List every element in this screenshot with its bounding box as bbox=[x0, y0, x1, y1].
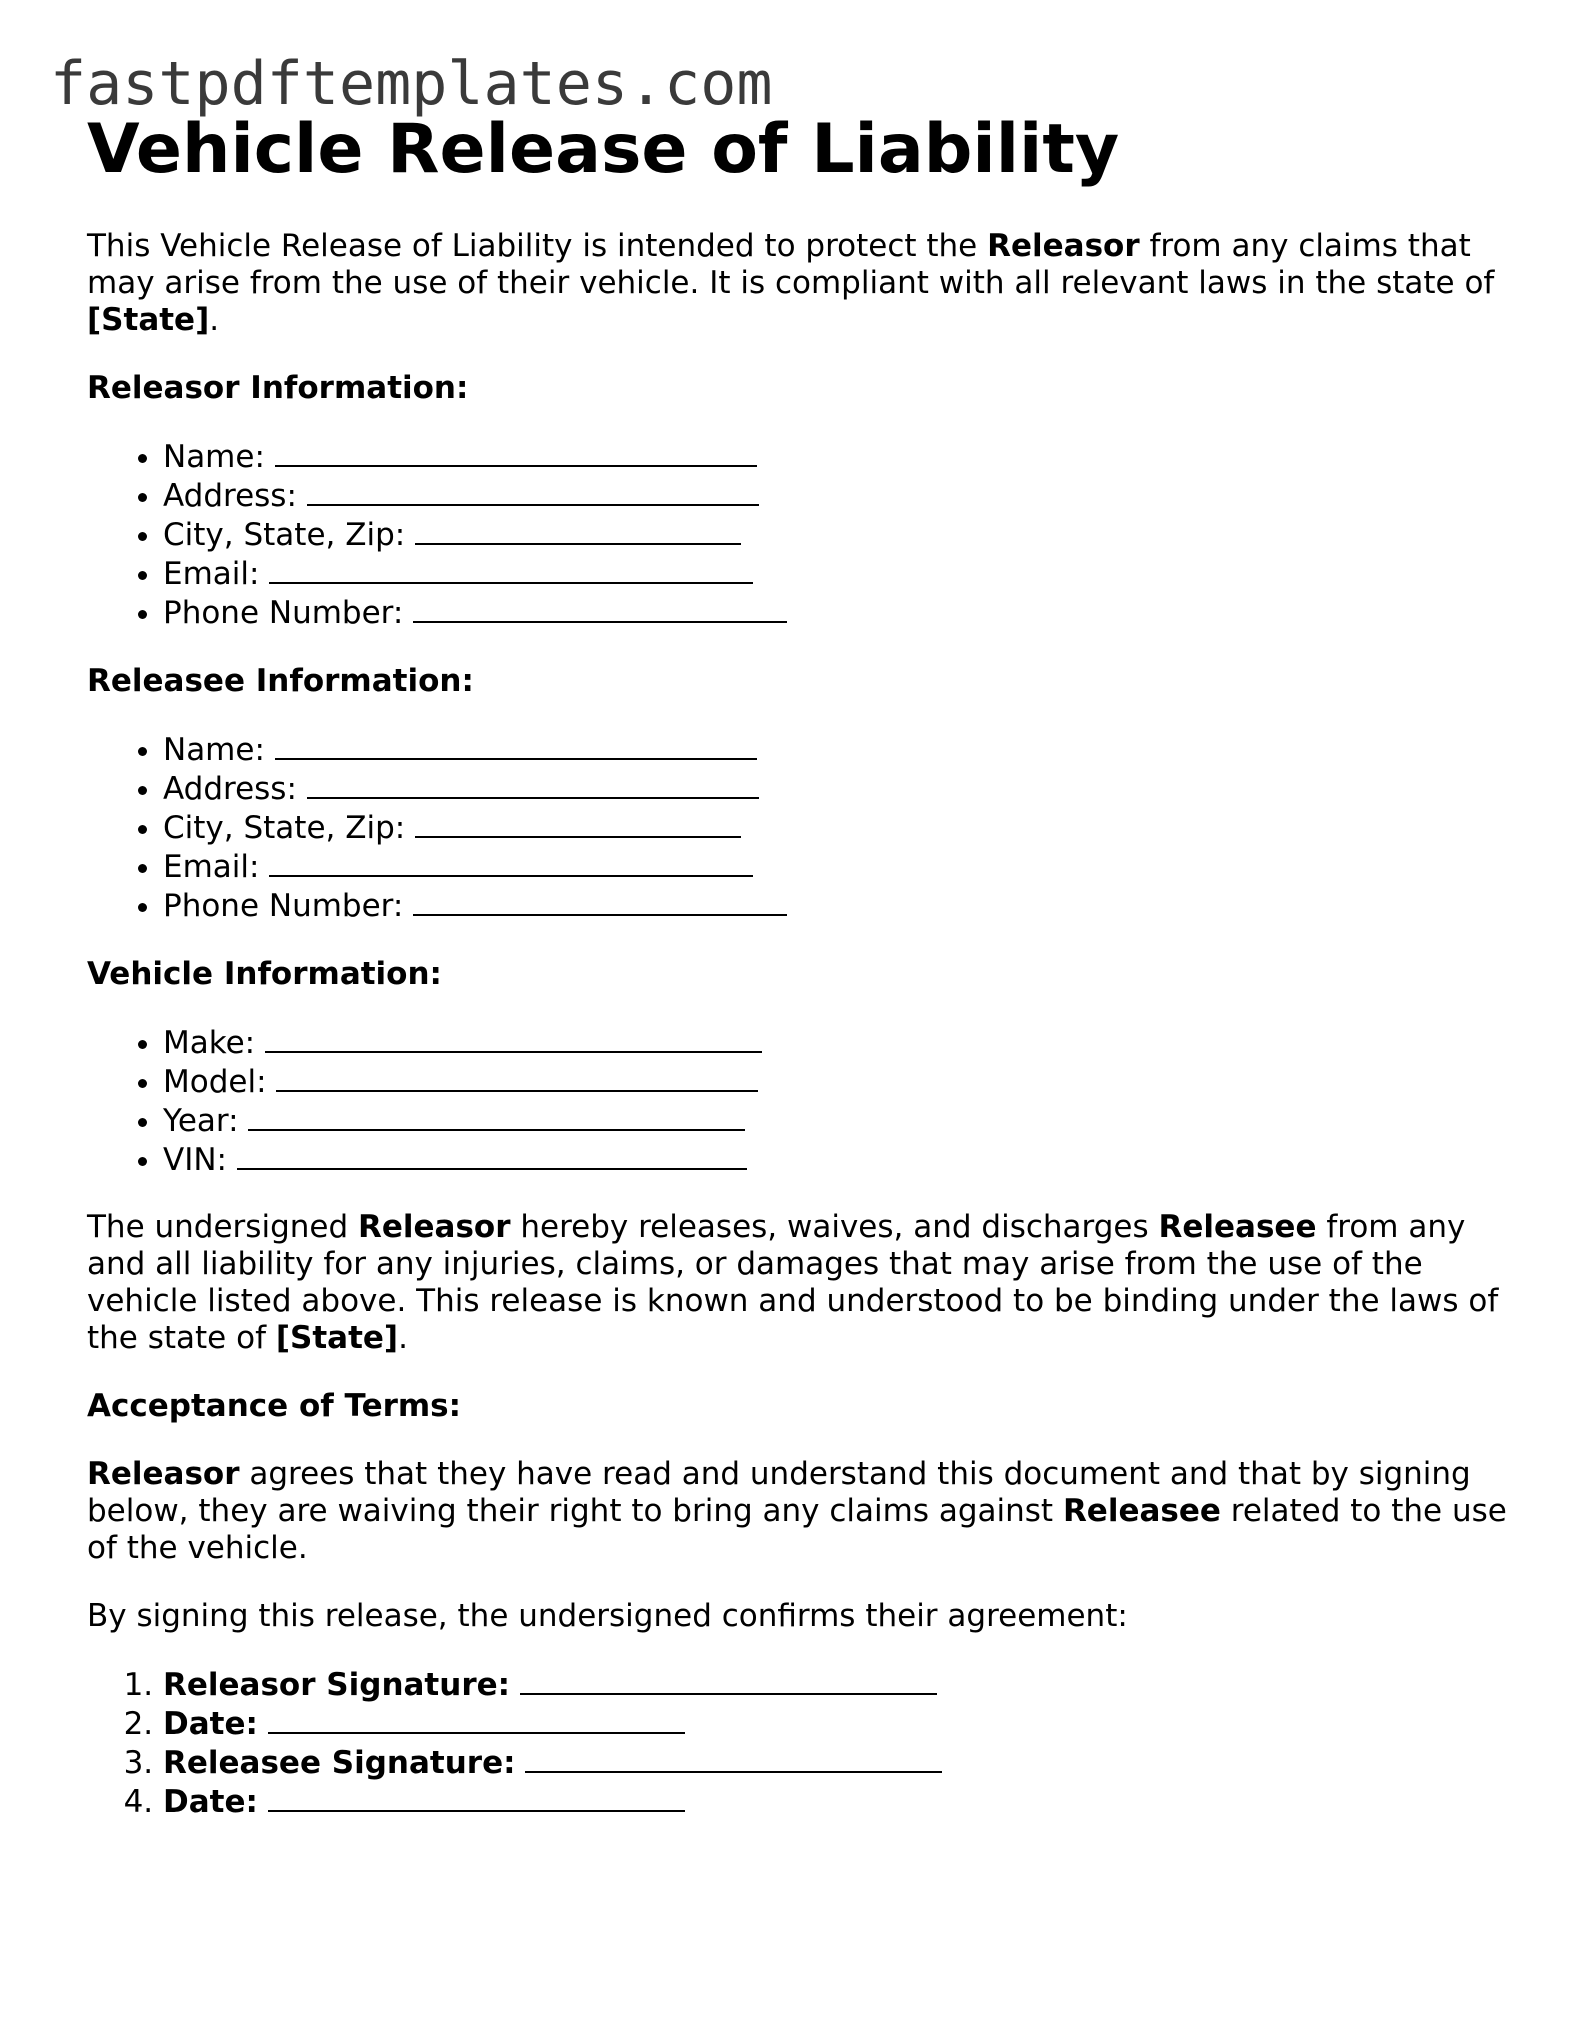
list-item bbox=[163, 1743, 1507, 1782]
intro-text-1: This Vehicle Release of Liability is intended to protect the bbox=[87, 228, 988, 264]
field-label: City, State, Zip: bbox=[163, 810, 406, 846]
field-label: Make: bbox=[163, 1025, 256, 1061]
city-state-zip-blank[interactable] bbox=[415, 808, 741, 838]
acceptance-paragraph bbox=[87, 1456, 1507, 1567]
make-blank[interactable] bbox=[265, 1023, 762, 1053]
field-label: Email: bbox=[163, 849, 260, 885]
releasee-signature-blank[interactable] bbox=[525, 1743, 942, 1773]
list-item bbox=[163, 847, 1507, 886]
release-text-1: The undersigned bbox=[87, 1209, 358, 1245]
field-label: Email: bbox=[163, 556, 260, 592]
list-item bbox=[163, 1062, 1507, 1101]
releasee-info-heading: Releasee Information: bbox=[87, 663, 474, 699]
model-blank[interactable] bbox=[276, 1062, 758, 1092]
field-label: Phone Number: bbox=[163, 595, 404, 631]
vin-blank[interactable] bbox=[237, 1140, 747, 1170]
release-releasee: Releasee bbox=[1158, 1209, 1317, 1245]
signing-intro: By signing this release, the undersigned confirms their agreement: bbox=[87, 1598, 1128, 1634]
list-item bbox=[163, 1782, 1507, 1821]
release-releasor: Releasor bbox=[358, 1209, 511, 1245]
document-page bbox=[87, 108, 1507, 1821]
year-blank[interactable] bbox=[248, 1101, 745, 1131]
acceptance-releasee: Releasee bbox=[1062, 1493, 1221, 1529]
signature-label: Releasor Signature: bbox=[163, 1667, 511, 1703]
signature-label: Releasee Signature: bbox=[163, 1745, 516, 1781]
intro-text-3: . bbox=[209, 302, 220, 338]
list-item bbox=[163, 593, 1507, 632]
list-item bbox=[163, 515, 1507, 554]
date-blank[interactable] bbox=[268, 1782, 685, 1812]
vehicle-info-heading: Vehicle Information: bbox=[87, 956, 442, 992]
watermark: fastpdftemplates.com bbox=[50, 49, 773, 119]
list-item bbox=[163, 1101, 1507, 1140]
list-item bbox=[163, 1023, 1507, 1062]
release-paragraph bbox=[87, 1209, 1507, 1357]
name-blank[interactable] bbox=[275, 437, 757, 467]
acceptance-heading: Acceptance of Terms: bbox=[87, 1388, 462, 1424]
field-label: Name: bbox=[163, 439, 265, 475]
intro-releasor: Releasor bbox=[987, 228, 1140, 264]
release-state: [State] bbox=[275, 1320, 399, 1356]
address-blank[interactable] bbox=[307, 476, 759, 506]
vehicle-info-list bbox=[87, 1023, 1507, 1179]
name-blank[interactable] bbox=[275, 730, 757, 760]
acceptance-text-1: agrees that they have read and understand this document and that by signing below, they are waiving their right to bring any claims against bbox=[87, 1456, 1471, 1529]
signature-label: Date: bbox=[163, 1784, 258, 1820]
list-item bbox=[163, 1704, 1507, 1743]
address-blank[interactable] bbox=[307, 769, 759, 799]
field-label: Address: bbox=[163, 771, 297, 807]
releasor-info-list bbox=[87, 437, 1507, 632]
list-item bbox=[163, 886, 1507, 925]
field-label: Phone Number: bbox=[163, 888, 404, 924]
intro-text-2: from any claims that may arise from the use of their vehicle. It is compliant with all relevant laws in the state of bbox=[87, 228, 1495, 301]
list-item bbox=[163, 437, 1507, 476]
list-item bbox=[163, 769, 1507, 808]
city-state-zip-blank[interactable] bbox=[415, 515, 741, 545]
intro-paragraph bbox=[87, 228, 1507, 339]
list-item bbox=[163, 808, 1507, 847]
releasee-info-list bbox=[87, 730, 1507, 925]
field-label: Model: bbox=[163, 1064, 267, 1100]
list-item bbox=[163, 476, 1507, 515]
acceptance-text-2: related to the use of the vehicle. bbox=[87, 1493, 1507, 1566]
list-item bbox=[163, 1140, 1507, 1179]
phone-number-blank[interactable] bbox=[413, 886, 787, 916]
release-text-2: hereby releases, waives, and discharges bbox=[510, 1209, 1159, 1245]
field-label: VIN: bbox=[163, 1142, 227, 1178]
signature-list bbox=[87, 1665, 1507, 1821]
release-text-3: from any and all liability for any injuries, claims, or damages that may arise from the use of the vehicle listed above. This release is known and understood to be binding under the laws of the state of bbox=[87, 1209, 1499, 1356]
field-label: Address: bbox=[163, 478, 297, 514]
field-label: Year: bbox=[163, 1103, 239, 1139]
acceptance-releasor: Releasor bbox=[87, 1456, 240, 1492]
page-title: Vehicle Release of Liability bbox=[87, 110, 1120, 189]
field-label: City, State, Zip: bbox=[163, 517, 406, 553]
email-blank[interactable] bbox=[269, 554, 753, 584]
signature-label: Date: bbox=[163, 1706, 258, 1742]
phone-number-blank[interactable] bbox=[413, 593, 787, 623]
intro-state: [State] bbox=[87, 302, 210, 338]
date-blank[interactable] bbox=[268, 1704, 685, 1734]
list-item bbox=[163, 730, 1507, 769]
list-item bbox=[163, 554, 1507, 593]
email-blank[interactable] bbox=[269, 847, 753, 877]
releasor-signature-blank[interactable] bbox=[520, 1665, 937, 1695]
list-item bbox=[163, 1665, 1507, 1704]
releasor-info-heading: Releasor Information: bbox=[87, 370, 469, 406]
field-label: Name: bbox=[163, 732, 265, 768]
release-text-4: . bbox=[398, 1320, 408, 1356]
